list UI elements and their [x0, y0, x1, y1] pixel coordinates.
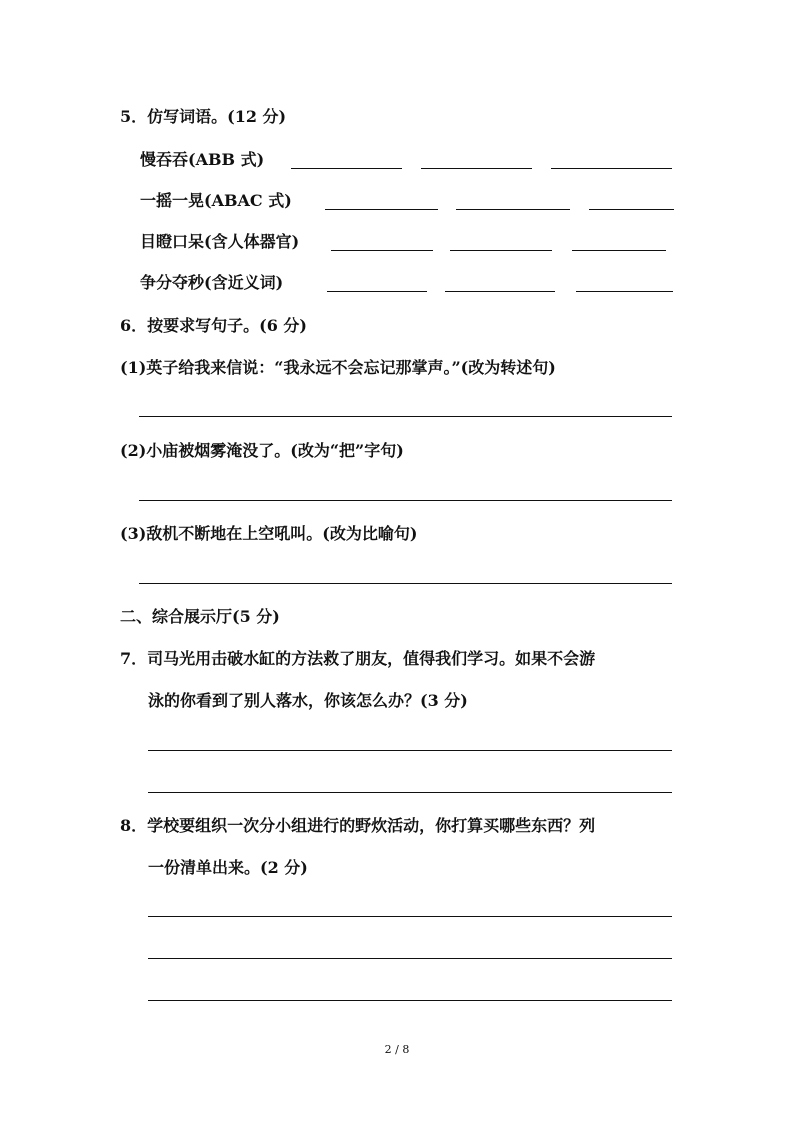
q6-item-3-answer-line[interactable]	[139, 583, 672, 584]
page-number: 2 / 8	[384, 1043, 410, 1056]
q8-line-1: 8．学校要组织一次分小组进行的野炊活动，你打算买哪些东西？列	[120, 816, 596, 835]
q6-item-2-answer-line[interactable]	[139, 500, 672, 501]
q5-title: 5．仿写词语。(12 分)	[120, 107, 287, 126]
q7-answer-line-1[interactable]	[148, 750, 672, 751]
q5-item-3-blank-2[interactable]	[450, 250, 552, 251]
q5-item-3-blank-3[interactable]	[572, 250, 666, 251]
q5-item-4-blank-1[interactable]	[327, 291, 427, 292]
q7-line-2: 泳的你看到了别人落水，你该怎么办？(3 分)	[148, 691, 468, 710]
q6-item-1-text: (1)英子给我来信说：“我永远不会忘记那掌声。”(改为转述句)	[120, 358, 556, 377]
q5-item-4-word: 争分夺秒(含近义词)	[140, 273, 284, 292]
q5-item-2-blank-3[interactable]	[589, 209, 674, 210]
q5-item-4-blank-3[interactable]	[576, 291, 673, 292]
q8-line-2: 一份清单出来。(2 分)	[148, 858, 308, 877]
q5-item-1-word: 慢吞吞(ABB 式)	[140, 150, 265, 169]
q5-item-2-blank-2[interactable]	[456, 209, 570, 210]
q6-title: 6．按要求写句子。(6 分)	[120, 316, 307, 335]
q5-item-1-blank-2[interactable]	[421, 168, 532, 169]
section-2-title: 二、综合展示厅(5 分)	[120, 607, 280, 626]
q8-answer-line-2[interactable]	[148, 958, 672, 959]
q5-item-2-word: 一摇一晃(ABAC 式)	[140, 191, 292, 210]
q7-line-1: 7．司马光用击破水缸的方法救了朋友，值得我们学习。如果不会游	[120, 649, 596, 668]
q6-item-1-answer-line[interactable]	[139, 416, 672, 417]
q8-answer-line-1[interactable]	[148, 916, 672, 917]
q5-item-1-blank-1[interactable]	[291, 168, 402, 169]
q5-item-2-blank-1[interactable]	[325, 209, 438, 210]
q8-answer-line-3[interactable]	[148, 1000, 672, 1001]
q6-item-3-text: (3)敌机不断地在上空吼叫。(改为比喻句)	[120, 524, 418, 543]
q6-item-2-text: (2)小庙被烟雾淹没了。(改为“把”字句)	[120, 441, 404, 460]
q5-item-4-blank-2[interactable]	[445, 291, 555, 292]
q5-item-3-word: 目瞪口呆(含人体器官)	[140, 232, 300, 251]
q5-item-1-blank-3[interactable]	[551, 168, 672, 169]
q5-item-3-blank-1[interactable]	[331, 250, 433, 251]
q7-answer-line-2[interactable]	[148, 792, 672, 793]
